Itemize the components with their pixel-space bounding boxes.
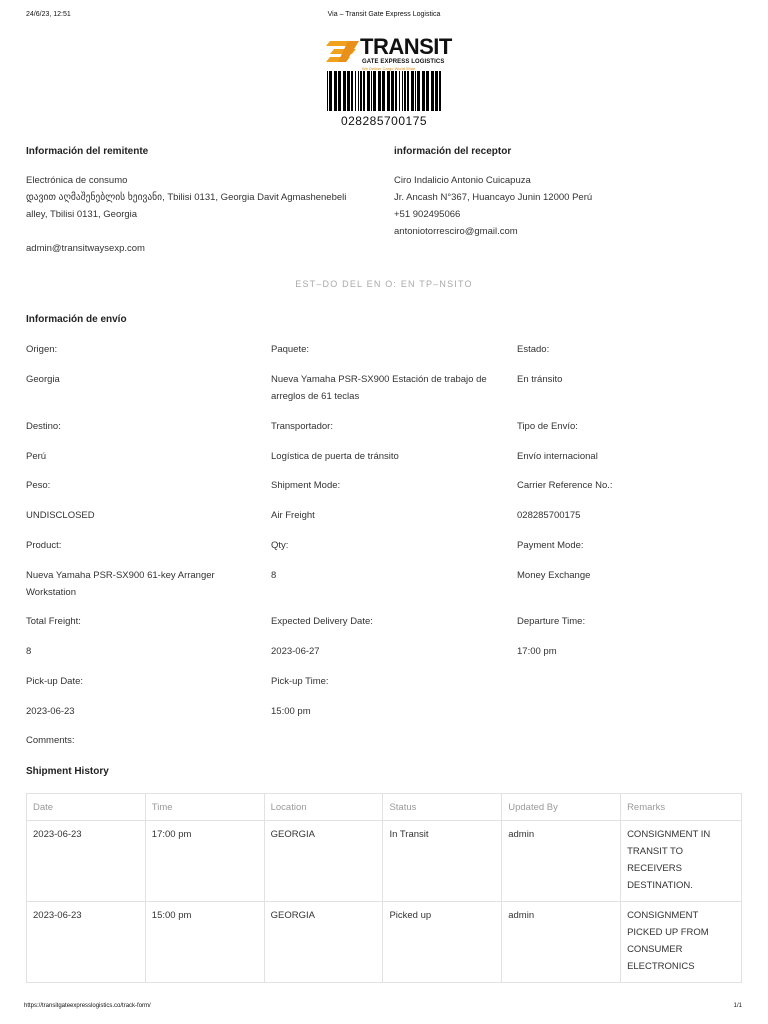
payment-mode-label: Payment Mode:	[517, 540, 584, 551]
table-header-row	[27, 794, 742, 821]
state-value: En tránsito	[517, 374, 563, 385]
carrier-value: Logística de puerta de tránsito	[271, 451, 399, 462]
column-header-date: Date	[27, 794, 146, 821]
barcode	[327, 71, 441, 111]
logo-mark-icon	[326, 39, 360, 65]
carrier-ref-value: 028285700175	[517, 510, 581, 521]
print-header	[0, 11, 768, 23]
shipment-heading: Información de envío	[26, 314, 127, 325]
pickup-date-label: Pick-up Date:	[26, 676, 84, 687]
pickup-time-value: 15:00 pm	[271, 706, 311, 717]
cell-location: GEORGIA	[264, 902, 383, 983]
expected-delivery-value: 2023-06-27	[271, 646, 320, 657]
sender-heading: Información del remitente	[26, 146, 149, 157]
destination-value: Perú	[26, 451, 47, 462]
cell-date: 2023-06-23	[27, 821, 146, 902]
total-freight-label: Total Freight:	[26, 616, 81, 627]
receiver-email: antoniotorresciro@gmail.com	[394, 226, 518, 237]
cell-remarks: CONSIGNMENT PICKED UP FROM CONSUMER ELECTRONICS	[621, 902, 742, 983]
column-header-time: Time	[145, 794, 264, 821]
package-value-line-1: Nueva Yamaha PSR-SX900 Estación de trabajo de	[271, 374, 487, 385]
destination-label: Destino:	[26, 421, 61, 432]
sender-line-1: Electrónica de consumo	[26, 175, 128, 186]
package-label: Paquete:	[271, 344, 310, 355]
receiver-phone: +51 902495066	[394, 209, 461, 220]
sender-email: admin@transitwaysexp.com	[26, 243, 145, 254]
logo-tagline: We Deliver Cargo World Wide	[362, 66, 416, 71]
column-header-status: Status	[383, 794, 502, 821]
shipment-type-value: Envío internacional	[517, 451, 598, 462]
cell-updated-by: admin	[502, 821, 621, 902]
logo-brand: TRANSIT	[360, 34, 452, 59]
origin-value: Georgia	[26, 374, 60, 385]
page-number: 1/1	[733, 1003, 742, 1009]
product-label: Product:	[26, 540, 62, 551]
product-value-line-2: Workstation	[26, 587, 76, 598]
logo-subtitle: GATE EXPRESS LOGISTICS	[362, 59, 445, 65]
departure-time-value: 17:00 pm	[517, 646, 557, 657]
weight-value: UNDISCLOSED	[26, 510, 95, 521]
shipment-mode-value: Air Freight	[271, 510, 315, 521]
carrier-label: Transportador:	[271, 421, 333, 432]
shipment-mode-label: Shipment Mode:	[271, 480, 341, 491]
column-header-updated-by: Updated By	[502, 794, 621, 821]
qty-value: 8	[271, 570, 277, 581]
state-label: Estado:	[517, 344, 550, 355]
receiver-name: Ciro Indalicio Antonio Cuicapuza	[394, 175, 531, 186]
pickup-time-label: Pick-up Time:	[271, 676, 329, 687]
payment-mode-value: Money Exchange	[517, 570, 591, 581]
departure-time-label: Departure Time:	[517, 616, 586, 627]
shipment-type-label: Tipo de Envío:	[517, 421, 578, 432]
print-page-title: Via – Transit Gate Express Logistica	[327, 11, 441, 18]
cell-updated-by: admin	[502, 902, 621, 983]
table-row	[27, 902, 742, 983]
shipment-status-banner: EST–DO DEL EN O: EN TP–NSITO	[295, 279, 473, 289]
comments-label: Comments:	[26, 735, 75, 746]
cell-date: 2023-06-23	[27, 902, 146, 983]
receiver-heading: información del receptor	[394, 146, 512, 157]
expected-delivery-label: Expected Delivery Date:	[271, 616, 373, 627]
pickup-date-value: 2023-06-23	[26, 706, 75, 717]
column-header-remarks: Remarks	[621, 794, 742, 821]
cell-time: 17:00 pm	[145, 821, 264, 902]
qty-label: Qty:	[271, 540, 289, 551]
tracking-number: 028285700175	[340, 114, 428, 128]
sender-line-3: alley, Tbilisi 0131, Georgia	[26, 209, 138, 220]
cell-status: In Transit	[383, 821, 502, 902]
sender-line-2: დავით აღმაშენებლის ხეივანი, Tbilisi 0131, Georgia Davit Agmashenebeli	[26, 192, 347, 203]
shipment-history-table	[26, 793, 742, 983]
cell-time: 15:00 pm	[145, 902, 264, 983]
carrier-ref-label: Carrier Reference No.:	[517, 480, 613, 491]
origin-label: Origen:	[26, 344, 58, 355]
cell-remarks: CONSIGNMENT IN TRANSIT TO RECEIVERS DESTINATION.	[621, 821, 742, 902]
receiver-address: Jr. Ancash N°367, Huancayo Junin 12000 Perú	[394, 192, 593, 203]
column-header-location: Location	[264, 794, 383, 821]
total-freight-value: 8	[26, 646, 32, 657]
product-value-line-1: Nueva Yamaha PSR-SX900 61-key Arranger	[26, 570, 215, 581]
cell-location: GEORGIA	[264, 821, 383, 902]
history-heading: Shipment History	[26, 766, 109, 777]
cell-status: Picked up	[383, 902, 502, 983]
package-value-line-2: arreglos de 61 teclas	[271, 391, 360, 402]
company-logo	[326, 34, 452, 71]
print-timestamp: 24/6/23, 12:51	[26, 11, 71, 18]
print-url: https://transitgateexpresslogistics.co/track-form/	[24, 1003, 151, 1009]
weight-label: Peso:	[26, 480, 51, 491]
table-row	[27, 821, 742, 902]
